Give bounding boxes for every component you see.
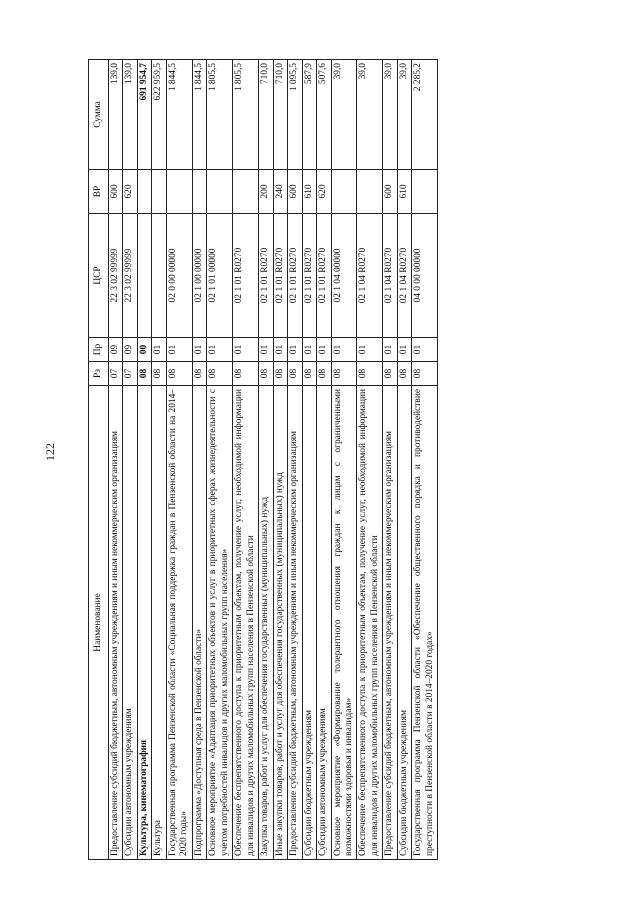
table-body [109, 60, 438, 860]
table-row [259, 60, 273, 860]
table-row [383, 60, 397, 860]
row-vr [412, 170, 438, 214]
row-rz: 08 [166, 362, 192, 386]
row-name: Предоставление субсидий бюджетным, автономным учреждениям и иным некоммерческим организациям [383, 386, 397, 860]
row-name: Субсидии бюджетным учреждениям [302, 386, 316, 860]
header-csr: ЦСР [89, 214, 109, 338]
row-pr: 01 [192, 338, 206, 362]
header-row [89, 60, 109, 860]
row-csr: 02 1 04 R0270 [397, 214, 411, 338]
table-row [302, 60, 316, 860]
row-rz: 08 [207, 362, 233, 386]
row-csr: 02 1 01 R0270 [273, 214, 287, 338]
row-vr: 600 [109, 170, 123, 214]
row-csr: 02 1 00 00000 [192, 214, 206, 338]
row-sum: 710,0 [259, 60, 273, 170]
table-row [397, 60, 411, 860]
row-pr: 09 [109, 338, 123, 362]
table-row [331, 60, 357, 860]
table-row [288, 60, 302, 860]
row-rz: 08 [259, 362, 273, 386]
row-pr: 01 [166, 338, 192, 362]
row-pr: 01 [233, 338, 259, 362]
header-vr: ВР [89, 170, 109, 214]
row-vr [331, 170, 357, 214]
row-csr: 02 1 01 R0270 [233, 214, 259, 338]
row-rz: 08 [233, 362, 259, 386]
row-rz: 08 [397, 362, 411, 386]
row-name: Основное мероприятие «Формирование толерантного отношения граждан к лицам с ограниченными возможностями здоровья и инвалидам» [331, 386, 357, 860]
row-sum: 1 805,5 [233, 60, 259, 170]
row-vr [357, 170, 383, 214]
row-csr [137, 214, 151, 338]
row-sum: 2 285,2 [412, 60, 438, 170]
row-vr: 600 [383, 170, 397, 214]
budget-table [88, 59, 438, 860]
row-name: Предоставление субсидий бюджетным, автономным учреждениям и иным некоммерческим организациям [288, 386, 302, 860]
row-rz: 08 [302, 362, 316, 386]
rotated-page [88, 60, 562, 860]
row-vr: 610 [397, 170, 411, 214]
row-pr: 01 [302, 338, 316, 362]
row-csr: 22 3 02 99999 [109, 214, 123, 338]
row-sum: 587,9 [302, 60, 316, 170]
row-name: Подпрограмма «Доступная среда в Пензенской области» [192, 386, 206, 860]
row-vr [166, 170, 192, 214]
row-sum: 39,0 [383, 60, 397, 170]
row-pr: 01 [207, 338, 233, 362]
row-csr: 02 0 00 00000 [166, 214, 192, 338]
row-csr: 22 3 02 99999 [123, 214, 137, 338]
header-rz: Рз [89, 362, 109, 386]
row-sum: 39,0 [357, 60, 383, 170]
table-row [412, 60, 438, 860]
table-row [192, 60, 206, 860]
row-vr [233, 170, 259, 214]
row-vr: 200 [259, 170, 273, 214]
row-name: Культура [152, 386, 166, 860]
row-vr: 620 [317, 170, 331, 214]
row-csr: 02 1 04 00000 [331, 214, 357, 338]
row-rz: 08 [152, 362, 166, 386]
row-rz: 08 [317, 362, 331, 386]
page-number: 122 [43, 443, 57, 461]
row-csr [152, 214, 166, 338]
row-rz: 08 [412, 362, 438, 386]
row-sum: 1 844,5 [192, 60, 206, 170]
row-name: Предоставление субсидий бюджетным, автономным учреждениям и иным некоммерческим организациям [109, 386, 123, 860]
row-pr: 09 [123, 338, 137, 362]
row-name: Обеспечение беспрепятственного доступа к приоритетным объектам, получение услуг, необходимой информации для инвалидов и других маломобильных групп населения в Пензенской области [357, 386, 383, 860]
row-sum: 622 959,5 [152, 60, 166, 170]
row-csr: 02 1 04 R0270 [383, 214, 397, 338]
row-vr [192, 170, 206, 214]
row-sum: 691 954,7 [137, 60, 151, 170]
row-csr: 02 1 01 00000 [207, 214, 233, 338]
row-vr [137, 170, 151, 214]
row-name: Культура, кинематография [137, 386, 151, 860]
row-name: Субсидии автономным учреждениям [123, 386, 137, 860]
row-sum: 39,0 [397, 60, 411, 170]
row-csr: 02 1 04 R0270 [357, 214, 383, 338]
row-pr: 01 [288, 338, 302, 362]
row-rz: 08 [273, 362, 287, 386]
row-csr: 02 1 01 R0270 [317, 214, 331, 338]
row-name: Государственная программа Пензенской области «Социальная поддержка граждан в Пензенской области на 2014–2020 годы» [166, 386, 192, 860]
header-name: Наименование [89, 386, 109, 860]
row-rz: 08 [137, 362, 151, 386]
row-rz: 07 [123, 362, 137, 386]
table-row [152, 60, 166, 860]
table-row [357, 60, 383, 860]
row-vr: 240 [273, 170, 287, 214]
row-pr: 00 [137, 338, 151, 362]
header-pr: Пр [89, 338, 109, 362]
table-row [317, 60, 331, 860]
row-vr: 620 [123, 170, 137, 214]
row-sum: 507,6 [317, 60, 331, 170]
row-rz: 07 [109, 362, 123, 386]
row-name: Закупка товаров, работ и услуг для обеспечения государственных (муниципальных) нужд [259, 386, 273, 860]
row-sum: 139,0 [123, 60, 137, 170]
row-rz: 08 [357, 362, 383, 386]
row-sum: 139,0 [109, 60, 123, 170]
table-row [109, 60, 123, 860]
table-row [273, 60, 287, 860]
row-vr [207, 170, 233, 214]
row-sum: 710,0 [273, 60, 287, 170]
row-csr: 02 1 01 R0270 [288, 214, 302, 338]
row-rz: 08 [192, 362, 206, 386]
row-vr [152, 170, 166, 214]
row-name: Субсидии автономным учреждениям [317, 386, 331, 860]
table-row [166, 60, 192, 860]
row-name: Основное мероприятие «Адаптация приоритетных объектов и услуг в приоритетных сферах жизнедеятельности с учетом потребностей инвалидов и других маломобильных групп населения» [207, 386, 233, 860]
row-pr: 01 [273, 338, 287, 362]
row-pr: 01 [397, 338, 411, 362]
table-row [233, 60, 259, 860]
row-sum: 1 095,5 [288, 60, 302, 170]
row-rz: 08 [331, 362, 357, 386]
row-pr: 01 [383, 338, 397, 362]
row-name: Обеспечение беспрепятственного доступа к приоритетным объектам, получение услуг, необходимой информации для инвалидов и других маломобильных групп населения в Пензенской области [233, 386, 259, 860]
row-csr: 02 1 01 R0270 [259, 214, 273, 338]
row-pr: 01 [357, 338, 383, 362]
row-pr: 01 [317, 338, 331, 362]
row-csr: 04 0 00 00000 [412, 214, 438, 338]
row-sum: 1 805,5 [207, 60, 233, 170]
row-csr: 02 1 01 R0270 [302, 214, 316, 338]
row-rz: 08 [383, 362, 397, 386]
row-sum: 1 844,5 [166, 60, 192, 170]
table-row [137, 60, 151, 860]
row-name: Субсидии бюджетным учреждениям [397, 386, 411, 860]
row-pr: 01 [412, 338, 438, 362]
row-rz: 08 [288, 362, 302, 386]
table-row [207, 60, 233, 860]
row-sum: 39,0 [331, 60, 357, 170]
row-name: Иные закупки товаров, работ и услуг для обеспечения государственных (муниципальных) нужд [273, 386, 287, 860]
row-vr: 600 [288, 170, 302, 214]
row-pr: 01 [331, 338, 357, 362]
row-vr: 610 [302, 170, 316, 214]
table-row [123, 60, 137, 860]
row-name: Государственная программа Пензенской области «Обеспечение общественного порядка и противодействие преступности в Пензенской области в 2014–2020 годах» [412, 386, 438, 860]
row-pr: 01 [259, 338, 273, 362]
row-pr: 01 [152, 338, 166, 362]
header-sum: Сумма [89, 60, 109, 170]
